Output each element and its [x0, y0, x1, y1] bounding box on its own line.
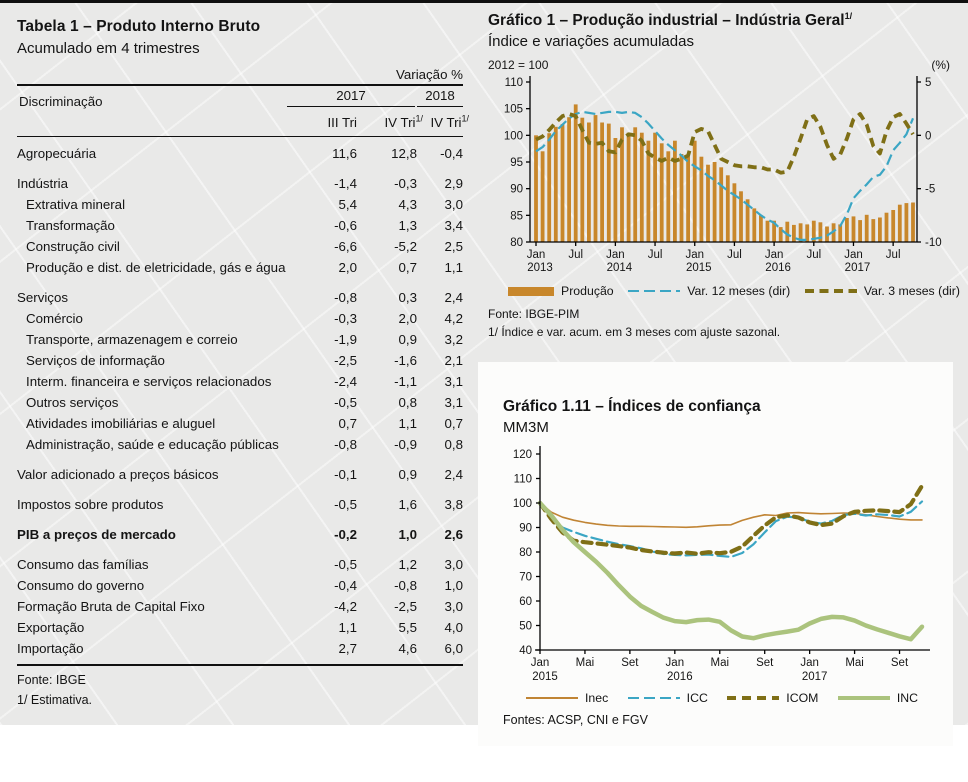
legend-swatch [628, 290, 680, 292]
row-value: 2,6 [444, 527, 463, 542]
svg-text:Jul: Jul [727, 249, 742, 261]
svg-text:Jan: Jan [606, 249, 625, 261]
legend-swatch [508, 287, 554, 296]
legend-item-var-12-meses-dir- [628, 284, 790, 298]
row-value: 3,4 [444, 218, 463, 233]
row-label: Extrativa mineral [26, 197, 126, 212]
row-value: 5,4 [338, 197, 357, 212]
row-value: 3,0 [444, 599, 463, 614]
legend-item-inc [838, 691, 918, 705]
svg-text:120: 120 [512, 449, 532, 461]
row-label: Agropecuária [17, 146, 97, 161]
svg-text:2016: 2016 [667, 671, 693, 683]
row-value: 0,3 [398, 290, 417, 305]
svg-text:-5: -5 [925, 183, 936, 196]
row-label: Produção e dist. de eletricidade, gás e água [26, 260, 286, 275]
row-value: 3,0 [444, 197, 463, 212]
row-label: Consumo do governo [17, 578, 145, 593]
row-label: Outros serviços [26, 395, 119, 410]
svg-text:80: 80 [519, 547, 532, 559]
table-row [17, 464, 463, 485]
row-value: 2,4 [444, 290, 463, 305]
row-value: -0,8 [394, 578, 417, 593]
row-label: Formação Bruta de Capital Fixo [17, 599, 205, 614]
row-label: Atividades imobiliárias e aluguel [26, 416, 216, 431]
row-value: -2,5 [334, 353, 357, 368]
row-value: 2,1 [444, 353, 463, 368]
legend-label: ICC [686, 691, 708, 705]
row-value: -2,5 [394, 599, 417, 614]
legend-item-icc [628, 691, 708, 705]
legend-label: INC [896, 691, 918, 705]
svg-text:2016: 2016 [765, 262, 791, 274]
table-row [17, 392, 463, 413]
row-value: -0,9 [394, 437, 417, 452]
row-value: 2,4 [444, 467, 463, 482]
legend-swatch [628, 697, 680, 699]
legend-label: Inec [585, 691, 609, 705]
table-rows [17, 143, 463, 659]
row-value: 4,3 [398, 197, 417, 212]
row-value: 12,8 [391, 146, 417, 161]
table-row [17, 554, 463, 575]
line-var-12-meses-dir- [536, 112, 913, 240]
svg-text:Jan: Jan [844, 249, 863, 261]
row-label: Comércio [26, 311, 83, 326]
row-value: 1,0 [398, 527, 417, 542]
row-value: 0,8 [444, 437, 463, 452]
row-value: -1,1 [394, 374, 417, 389]
line-var-3-meses-dir- [536, 114, 913, 173]
bars-producao [534, 104, 915, 242]
svg-text:2015: 2015 [685, 262, 712, 274]
svg-text:90: 90 [519, 522, 532, 535]
svg-text:Jan: Jan [665, 657, 685, 669]
row-value: -0,1 [334, 467, 357, 482]
legend-label: Produção [561, 284, 614, 298]
svg-text:2017: 2017 [801, 671, 828, 683]
row-label: Importação [17, 641, 84, 656]
row-label: Administração, saúde e educação públicas [26, 437, 279, 452]
svg-text:Jan: Jan [764, 249, 784, 261]
row-value: -1,6 [394, 353, 417, 368]
svg-text:Set: Set [621, 657, 639, 669]
table-row [17, 596, 463, 617]
legend-swatch [838, 696, 890, 701]
svg-text:-10: -10 [925, 237, 942, 249]
row-label: PIB a preços de mercado [17, 527, 176, 542]
table-row [17, 617, 463, 638]
table-row [17, 143, 463, 164]
table-row [17, 494, 463, 515]
svg-text:110: 110 [513, 473, 532, 486]
chart1-index-base-label: 2012 = 100 [488, 58, 549, 72]
row-value: -0,4 [440, 146, 463, 161]
row-value: 5,5 [398, 620, 417, 635]
row-value: 2,5 [444, 239, 463, 254]
table-source: Fonte: IBGE [17, 673, 86, 687]
row-value: -4,2 [334, 599, 357, 614]
svg-text:80: 80 [510, 237, 523, 249]
chart2-source: Fontes: ACSP, CNI e FGV [503, 713, 648, 727]
row-value: -5,2 [394, 239, 417, 254]
variation-unit-label: Variação % [395, 67, 463, 82]
svg-text:Set: Set [890, 657, 909, 669]
row-value: 1,2 [398, 557, 417, 572]
row-value: 3,0 [444, 557, 463, 572]
chart1-footnote: 1/ Índice e var. acum. em 3 meses com ajuste sazonal. [488, 325, 781, 339]
row-value: 6,0 [444, 641, 463, 656]
svg-text:Jan: Jan [530, 657, 550, 669]
svg-text:Mai: Mai [845, 657, 864, 669]
row-value: 3,1 [444, 395, 463, 410]
svg-text:100: 100 [512, 498, 532, 510]
table-row [17, 350, 463, 371]
chart1-title: Gráfico 1 – Produção industrial – Indústria Geral$^{1/}$ [488, 10, 853, 29]
legend-label: Var. 12 meses (dir) [687, 284, 791, 298]
row-value: 3,1 [444, 374, 463, 389]
row-value: -1,9 [334, 332, 357, 347]
header-col-iv-tri-2018: IV Tri$^{1/}$ [430, 113, 469, 130]
gdp-table [17, 18, 469, 707]
table-row [17, 413, 463, 434]
row-value: -0,4 [334, 578, 357, 593]
svg-text:2015: 2015 [532, 671, 558, 683]
row-value: -0,5 [334, 557, 357, 572]
svg-text:60: 60 [519, 596, 532, 608]
table-rule-header [17, 136, 463, 137]
row-value: 0,9 [398, 467, 417, 482]
row-label: Serviços de informação [26, 353, 165, 368]
header-col-iii-tri: III Tri [327, 115, 357, 130]
production-chart-panel [488, 12, 958, 339]
row-value: -1,4 [334, 176, 357, 191]
svg-text:2013: 2013 [527, 262, 553, 274]
row-value: 2,7 [338, 641, 357, 656]
row-value: 2,9 [444, 176, 463, 191]
confidence-chart-panel [478, 362, 953, 746]
legend-item-var-3-meses-dir- [805, 284, 960, 298]
row-value: -0,3 [394, 176, 417, 191]
production-chart [488, 74, 954, 278]
table-row [17, 575, 463, 596]
chart2-subtitle: MM3M [503, 419, 549, 436]
row-value: 2,0 [338, 260, 357, 275]
table-subtitle: Acumulado em 4 trimestres [17, 40, 200, 57]
row-value: 2,0 [398, 311, 417, 326]
table-rule-bottom [17, 664, 463, 666]
legend-item-icom [727, 691, 818, 705]
table-row [17, 638, 463, 659]
table-row [17, 236, 463, 257]
svg-text:105: 105 [503, 103, 523, 116]
svg-text:110: 110 [504, 77, 523, 89]
svg-text:Mai: Mai [575, 657, 595, 669]
header-discrimination: Discriminação [19, 94, 103, 109]
svg-text:Jul: Jul [806, 249, 822, 261]
line-icom [540, 486, 922, 554]
row-value: 1,3 [398, 218, 417, 233]
row-value: 1,1 [444, 260, 463, 275]
chart1-percent-label: (%) [931, 58, 950, 72]
row-value: 0,9 [398, 332, 417, 347]
svg-text:2017: 2017 [844, 262, 871, 274]
svg-text:Jan: Jan [685, 249, 705, 261]
legend-swatch [526, 697, 578, 699]
row-value: 0,8 [398, 395, 417, 410]
row-value: 4,2 [444, 311, 463, 326]
chart2-legend [526, 691, 918, 705]
table-row [17, 329, 463, 350]
svg-text:0: 0 [925, 130, 932, 143]
svg-text:5: 5 [925, 77, 932, 89]
row-label: Exportação [17, 620, 85, 635]
row-value: -0,6 [334, 218, 357, 233]
row-value: -2,4 [334, 374, 357, 389]
table-header [17, 86, 469, 136]
row-value: -0,8 [334, 437, 357, 452]
row-value: 0,7 [444, 416, 463, 431]
confidence-chart [478, 439, 948, 689]
row-label: Construção civil [26, 239, 120, 254]
row-value: -0,8 [334, 290, 357, 305]
row-value: 4,6 [398, 641, 417, 656]
row-value: 1,1 [338, 620, 357, 635]
svg-text:50: 50 [519, 620, 532, 633]
legend-swatch [805, 289, 857, 293]
legend-label: Var. 3 meses (dir) [863, 284, 960, 298]
svg-text:85: 85 [510, 210, 523, 223]
row-label: Transformação [26, 218, 115, 233]
table-row [17, 434, 463, 455]
header-col-iv-tri-2017: IV Tri$^{1/}$ [384, 113, 423, 130]
row-value: -0,3 [334, 311, 357, 326]
row-value: -6,6 [334, 239, 357, 254]
chart1-title-sup: 1/ [844, 10, 853, 21]
table-row [17, 371, 463, 392]
row-value: -0,5 [334, 395, 357, 410]
svg-text:100: 100 [503, 130, 523, 143]
row-label: Valor adicionado a preços básicos [17, 467, 219, 482]
row-label: Indústria [17, 176, 68, 191]
svg-text:Jul: Jul [568, 249, 584, 261]
row-value: 1,1 [398, 416, 417, 431]
table-row [17, 173, 463, 194]
row-label: Impostos sobre produtos [17, 497, 164, 512]
header-group-2017: 2017 [287, 88, 415, 107]
svg-text:70: 70 [519, 571, 532, 584]
svg-text:Set: Set [756, 657, 774, 669]
row-value: 3,8 [444, 497, 463, 512]
row-value: 4,0 [444, 620, 463, 635]
table-row [17, 257, 463, 278]
legend-label: ICOM [786, 691, 819, 705]
row-label: Interm. financeira e serviços relacionados [26, 374, 272, 389]
table-row [17, 215, 463, 236]
row-value: -0,5 [334, 497, 357, 512]
header-group-2018: 2018 [417, 88, 463, 107]
row-value: 0,7 [338, 416, 357, 431]
row-label: Serviços [17, 290, 68, 305]
row-value: 1,6 [398, 497, 417, 512]
legend-item-inec [526, 691, 608, 705]
row-label: Transporte, armazenagem e correio [26, 332, 238, 347]
svg-text:Mai: Mai [710, 657, 730, 669]
row-value: 3,2 [444, 332, 463, 347]
legend-item-produ-o [508, 284, 614, 298]
table-row [17, 287, 463, 308]
svg-text:Jan: Jan [800, 657, 819, 669]
row-value: 11,6 [332, 146, 357, 161]
svg-text:40: 40 [519, 645, 532, 657]
table-row [17, 194, 463, 215]
svg-text:Jul: Jul [885, 249, 901, 261]
table-footnote: 1/ Estimativa. [17, 693, 93, 707]
chart1-subtitle: Índice e variações acumuladas [488, 33, 694, 50]
svg-text:95: 95 [510, 157, 523, 169]
row-value: 0,7 [398, 260, 417, 275]
row-label: Consumo das famílias [17, 557, 149, 572]
svg-text:Jul: Jul [647, 249, 663, 261]
legend-swatch [727, 696, 779, 700]
table-row [17, 524, 463, 545]
chart1-source: Fonte: IBGE-PIM [488, 307, 580, 321]
chart1-legend [488, 284, 960, 298]
row-value: 1,0 [444, 578, 463, 593]
row-value: -0,2 [334, 527, 357, 542]
chart2-title: Gráfico 1.11 – Índices de confiança [503, 398, 761, 415]
svg-text:90: 90 [510, 183, 523, 196]
table-row [17, 308, 463, 329]
svg-text:2014: 2014 [606, 262, 633, 274]
table-title: Tabela 1 – Produto Interno Bruto [17, 18, 261, 35]
svg-text:Jan: Jan [526, 249, 546, 261]
